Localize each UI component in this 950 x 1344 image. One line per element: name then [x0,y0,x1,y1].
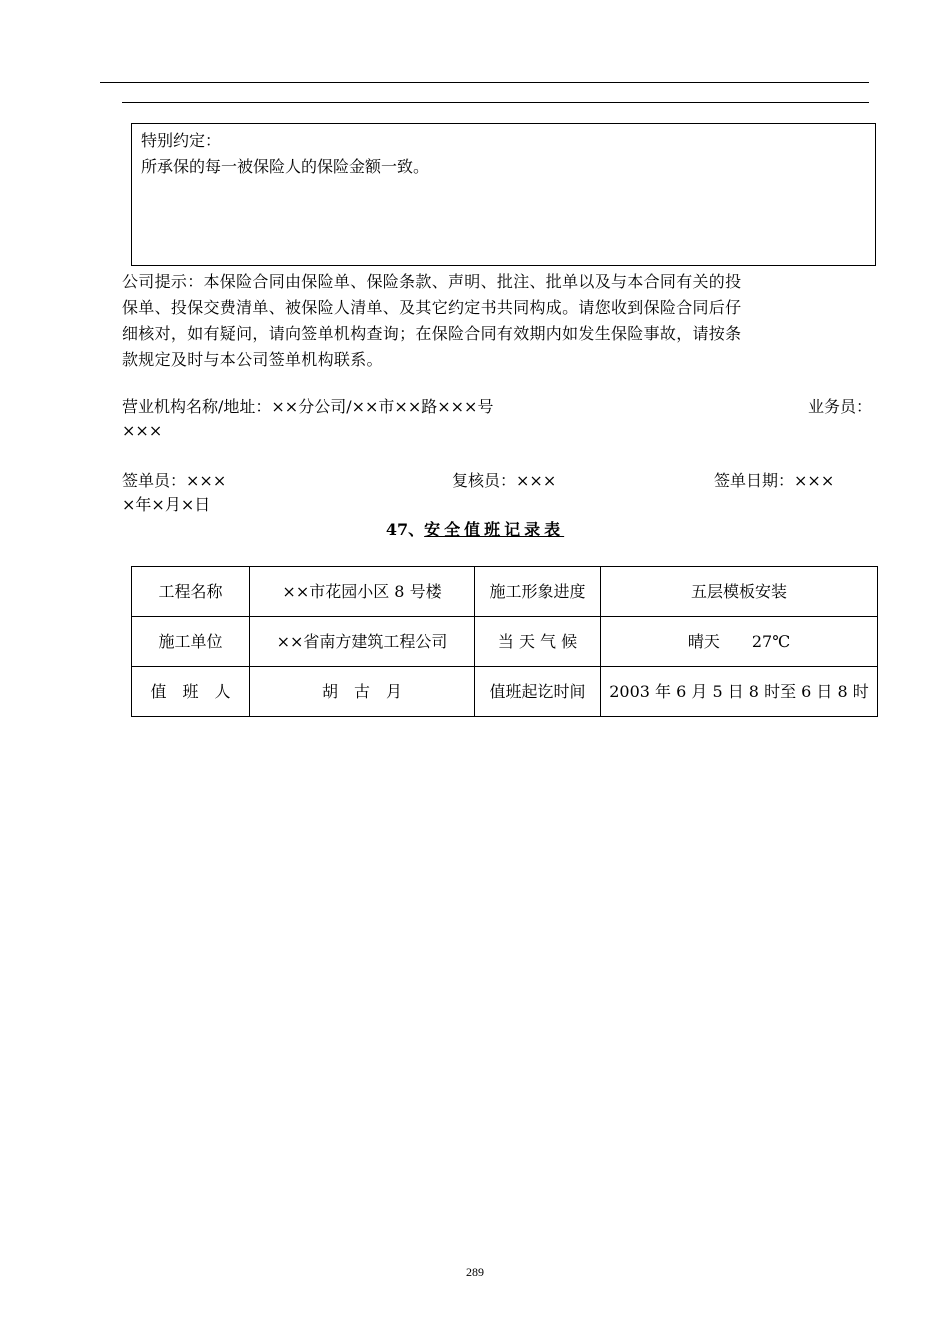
header-rule-bottom [122,102,869,103]
notice-line: 款规定及时与本公司签单机构联系。 [122,350,383,369]
table-cell: 胡 古 月 [250,667,475,717]
table-cell: 值 班 人 [132,667,250,717]
table-cell: ××省南方建筑工程公司 [250,617,475,667]
notice-line: 保单、投保交费清单、被保险人清单、及其它约定书共同构成。请您收到保险合同后仔 [122,298,742,317]
table-cell: 晴天 27℃ [601,617,878,667]
table-row [132,567,878,617]
table-cell: 施工形象进度 [475,567,601,617]
salesman-value: ××× [122,421,163,440]
section-number: 47、 [385,520,425,539]
company-notice [122,269,874,373]
table-row [132,617,878,667]
notice-line: 公司提示：本保险合同由保险单、保险条款、声明、批注、批单以及与本合同有关的投 [122,272,742,291]
table-cell: 工程名称 [132,567,250,617]
signer: 签单员：××× [122,471,227,490]
table-cell: 当 天 气 候 [475,617,601,667]
table-cell: ××市花园小区 8 号楼 [250,567,475,617]
table-row [132,667,878,717]
page-number: 289 [466,1265,484,1279]
signing-date-cont: ×年×月×日 [122,495,211,514]
table-cell: 五层模板安装 [601,567,878,617]
signing-date-label: 签单日期：××× [714,471,835,490]
special-agreement-box [131,123,876,266]
table-cell: 施工单位 [132,617,250,667]
notice-line: 细核对，如有疑问，请向签单机构查询；在保险合同有效期内如发生保险事故，请按条 [122,324,742,343]
table-cell: 2003 年 6 月 5 日 8 时至 6 日 8 时 [601,667,878,717]
section-title [0,518,950,542]
section-title-text: 安全值班记录表 [424,520,565,539]
header-rule-top [100,82,869,83]
salesman-label: 业务员： [808,397,873,416]
special-agreement-heading: 特别约定： [141,131,222,150]
special-agreement-text: 所承保的每一被保险人的保险金额一致。 [141,157,430,176]
duty-record-table [131,566,878,717]
business-org: 营业机构名称/地址：××分公司/××市××路×××号 [122,397,494,416]
table-cell: 值班起讫时间 [475,667,601,717]
reviewer: 复核员：××× [452,471,557,490]
